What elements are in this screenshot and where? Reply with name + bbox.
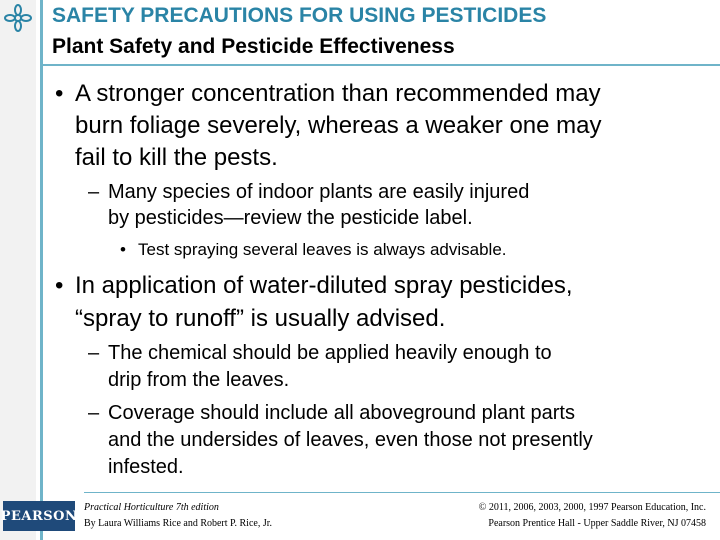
- bullet-text-line: fail to kill the pests.: [75, 144, 278, 171]
- sub-bullet-text-line: Many species of indoor plants are easily injured: [108, 181, 530, 203]
- bullet-dot: •: [120, 240, 126, 259]
- footer-authors: By Laura Williams Rice and Robert P. Rice, Jr.: [84, 518, 272, 529]
- sub-bullet-text-line: drip from the leaves.: [108, 369, 290, 391]
- sub-bullet-text-line: The chemical should be applied heavily enough to: [108, 342, 552, 364]
- footer-divider: [84, 492, 720, 493]
- footer-book-title: Practical Horticulture 7th edition: [84, 502, 219, 513]
- sub-bullet-text-line: infested.: [108, 456, 184, 478]
- bullet-text-line: “spray to runoff” is usually advised.: [75, 305, 446, 332]
- sub-bullet: [88, 342, 552, 365]
- slide-subtitle: Plant Safety and Pesticide Effectiveness: [52, 35, 455, 58]
- footer-copyright: © 2011, 2006, 2003, 2000, 1997 Pearson Education, Inc.: [478, 502, 706, 513]
- bullet-dot: •: [55, 272, 64, 299]
- dash-marker: –: [88, 181, 100, 203]
- bullet-dot: •: [55, 80, 64, 107]
- bullet-marker: [55, 80, 601, 108]
- sub-bullet-text-line: by pesticides—review the pesticide label.: [108, 207, 473, 229]
- sub-sub-bullet-text: Test spraying several leaves is always advisable.: [138, 240, 507, 259]
- slide-title: SAFETY PRECAUTIONS FOR USING PESTICIDES: [52, 4, 547, 27]
- bullet-text-line: In application of water-diluted spray pesticides,: [75, 272, 573, 299]
- sub-bullet-text-line: Coverage should include all aboveground plant parts: [108, 402, 575, 424]
- flower-logo-icon: [4, 4, 32, 32]
- dash-marker: –: [88, 342, 100, 364]
- title-divider: [43, 64, 720, 66]
- bullet-text-line: burn foliage severely, whereas a weaker one may: [75, 112, 602, 139]
- left-sidebar-band: [0, 0, 36, 540]
- sub-bullet: [88, 181, 530, 204]
- vertical-accent-rule: [40, 0, 43, 540]
- dash-marker: –: [88, 402, 100, 424]
- pearson-logo: PEARSON: [3, 501, 75, 531]
- bullet-marker: [55, 272, 573, 300]
- footer-publisher: Pearson Prentice Hall - Upper Saddle River, NJ 07458: [488, 518, 706, 529]
- sub-bullet-text-line: and the undersides of leaves, even those not presently: [108, 429, 593, 451]
- bullet-text-line: A stronger concentration than recommended may: [75, 80, 601, 107]
- sub-sub-bullet: [120, 240, 507, 260]
- sub-bullet: [88, 402, 575, 425]
